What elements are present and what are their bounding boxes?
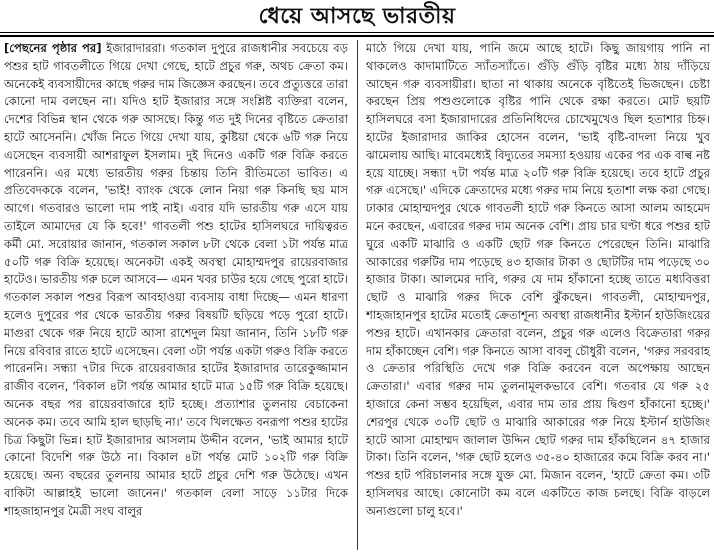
article-text-left: ইজারাদাররা। গতকাল দুপুরে রাজধানীর সবচেয়ে বড় পশুর হাট গাবতলীতে গিয়ে দেখা গেছে, হাটে প্রচুর গরু, অথচ ক্রেতা কম। অনেকেই ব্যবসায়ীদের কাছে গরুর দাম জিজ্ঞেস করছেন। তবে প্রত্যুত্তরে তারা কোনো দাম বলছেন না। যদিও হাট ইজারার সঙ্গে সংশ্লিষ্ট ব্যক্তিরা বলেন, দেশের বিভিন্ন স্থান থেকে গরু আসছে। কিন্তু গত দুই দিনের বৃষ্টিতে ক্রেতারা হাটে আসেননি। খোঁজ নিতে গিয়ে দেখা যায়, কুষ্টিয়া থেকে ৬টি গরু নিয়ে এসেছেন ব্যবসায়ী আশরাফুল ইসলাম। দুই দিনেও একটি গরু বিক্রি করতে পারেননি। এর মধ্যে ভারতীয় গরুর চিন্তায় তিনি রীতিমতো ভাবিত। এ প্রতিবেদককে বলেন, 'ভাই! ব্যাংক থেকে লোন নিয়া গরু কিনছি ছয় মাস আগে। গতবারও ভালো দাম পাই নাই। এবার যদি ভারতীয় গরু এসে যায় তাইলে আমাদের যে কি হবে!' গাবতলী পশু হাটের হাসিলঘরে দায়িত্বরত কর্মী মো. সরোয়ার জানান, গতকাল সকাল ৮টা থেকে বেলা ১টা পর্যন্ত মাত্র ৫০টি গরু বিক্রি হয়েছে। অনেকটা একই অবস্থা মোহাম্মদপুর রায়েরবাজার হাটেও। ভারতীয় গরু চলে আসবে— এমন খবর চাউর হয়ে গেছে পুরো হাটে। গতকাল সকাল পশুর বিরূপ আবহাওয়া ব্যবসায় বাধা দিচ্ছে— এমন ধারণা হলেও দুপুরের পর থেকে ভারতীয় গরুর বিষয়টি ছড়িয়ে পড়ে পুরো হাটে। মাগুরা থেকে গরু নিয়ে হাটে আসা রাশেদুল মিয়া জানান, তিনি ১৮টি গরু নিয়ে রবিবার রাতে হাটে এসেছেন। বেলা ৩টা পর্যন্ত একটা গরুও বিক্রি করতে পারেননি। সন্ধ্যা ৭টার দিকে রায়েরবাজার হাটের ইজারাদার তারেকুজ্জামান রাজীব বলেন, 'বিকাল ৪টা পর্যন্ত আমার হাটে মাত্র ১৫টি গরু বিক্রি হয়েছে। অনেক বছর পর রায়েরবাজারে হাট হচ্ছে। প্রত্যাশার তুলনায় বেচাকেনা অনেক কম। তবে আমি হাল ছাড়ছি না।' তবে খিলক্ষেত বনরূপা পশুর হাটের চিত্র কিছুটা ভিন্ন। হাট ইজারাদার আসলাম উদ্দীন বলেন, 'ভাই আমার হাটে কোনো বিদেশি গরু উঠে না। বিকাল ৪টা পর্যন্ত মোট ১০২টি গরু বিক্রি হয়েছে। অন্য বছরের তুলনায় আমার হাটে প্রচুর দেশি গরু উঠেছে। এখন বাকিটা আল্লাহই ভালো জানেন।' গতকাল বেলা সাড়ে ১১টার দিকে শাহজাহানপুর মৈত্রী সংঘ বালুর [4,41,348,518]
continuation-marker: [পেছনের পৃষ্ঠার পর] [4,41,102,55]
headline: ধেয়ে আসছে ভারতীয় [258,3,456,29]
article-column-right [366,40,710,550]
article-columns [4,40,710,550]
article-text-right: মাঠে গিয়ে দেখা যায়, পানি জমে আছে হাটে। কিছু জায়গায় পানি না থাকলেও কাদামাটিতে স্যাঁতস্যাঁতে। গুঁড়ি গুঁড়ি বৃষ্টির মধ্যে ঠায় দাঁড়িয়ে আছেন গরু ব্যবসায়ীরা। ছাতা না থাকায় অনেকে বৃষ্টিতেই ভিজছেন। চেষ্টা করছেন প্রিয় পশুগুলোকে বৃষ্টির পানি থেকে রক্ষা করতে। মোট ছয়টি হাসিলঘরে বসা ইজারাদারের প্রতিনিধিদের চোখেমুখেও ছিল হতাশার চিহ্ন। হাটের ইজারাদার জাকির হোসেন বলেন, 'ভাই বৃষ্টি-বাদলা নিয়ে খুব ঝামেলায় আছি। মাবেমধ্যেই বিদ্যুতের সমস্যা হওয়ায় একের পর এক বাল্ব নষ্ট হয়ে যাচ্ছে। সন্ধ্যা ৭টা পর্যন্ত মাত্র ২০টি গরু বিক্রি হয়েছে। তবে হাটে প্রচুর গরু এসেছে।' এদিকে ক্রেতাদের মধ্যে গরুর দাম নিয়ে হতাশা লক্ষ করা গেছে। ঢাকার মোহাম্মদপুর থেকে গাবতলী হাটে গরু কিনতে আসা আলম আহমেদ মনে করছেন, এবারের গরুর দাম অনেক বেশি। প্রায় চার ঘণ্টা ধরে পশুর হাট ঘুরে একটি মাঝারি ও একটি ছোট গরু কিনতে পেরেছেন তিনি। মাঝারি আকারের গরুটির দাম পড়েছে ৪৩ হাজার টাকা ও ছোটটির দাম পড়েছে ৩০ হাজার টাকা। আলমের দাবি, গরুর যে দাম হাঁকানো হচ্ছে তাতে মধ্যবিত্তরা ছোট ও মাঝারি গরুর দিকে বেশি ঝুঁকছেন। গাবতলী, মোহাম্মদপুর, শাহজাহানপুর হাটের মতোই ক্রেতাশূন্য অবস্থা রাজধানীর ইস্টার্ন হাউজিংয়ের পশুর হাটে। এখানকার ক্রেতারা বলেন, প্রচুর গরু এলেও বিক্রেতারা গরুর দাম হাঁকাচ্ছেন বেশি। গরু কিনতে আসা বাবলু চৌধুরী বলেন, 'গরুর সরবরাহ ও ক্রেতার পরিস্থিতি দেখে গরু বিক্রি করবেন বলে অপেক্ষায় আছেন ক্রেতারা।' এবার গরুর দাম তুলনামূলকভাবে বেশি। গতবার যে গরু ২৫ হাজারে কেনা সম্ভব হয়েছিল, এবার দাম তার প্রায় দ্বিগুণ হাঁকানো হচ্ছে।' শেরপুর থেকে ৩০টি ছোট ও মাঝারি আকারের গরু নিয়ে ইস্টার্ন হাউজিং হাটে আসা মোহাম্মদ জালাল উদ্দিন ছোট গরুর দাম হাঁকছিলেন ৪৭ হাজার টাকা। তিনি বলেন, 'গরু ছোট হলেও ৩৫-৪০ হাজারের কমে বিক্রি করব না।' পশুর হাট পরিচালনার সঙ্গে যুক্ত মো. মিজান বলেন, 'হাটে ক্রেতা কম। ৩টি হাসিলঘর আছে। কোনোটা কম বলে একটিতে কাজ চলছে। বিক্রি বাড়লে অন্যগুলো চালু হবে।' [366,41,710,518]
headline-area [0,0,714,34]
headline-rule-bottom [0,35,714,37]
column-divider [357,40,358,550]
article-column-left [4,40,348,550]
article-paragraph-right [366,40,710,521]
article-paragraph-left [4,40,348,521]
headline-rule-top [0,32,714,33]
